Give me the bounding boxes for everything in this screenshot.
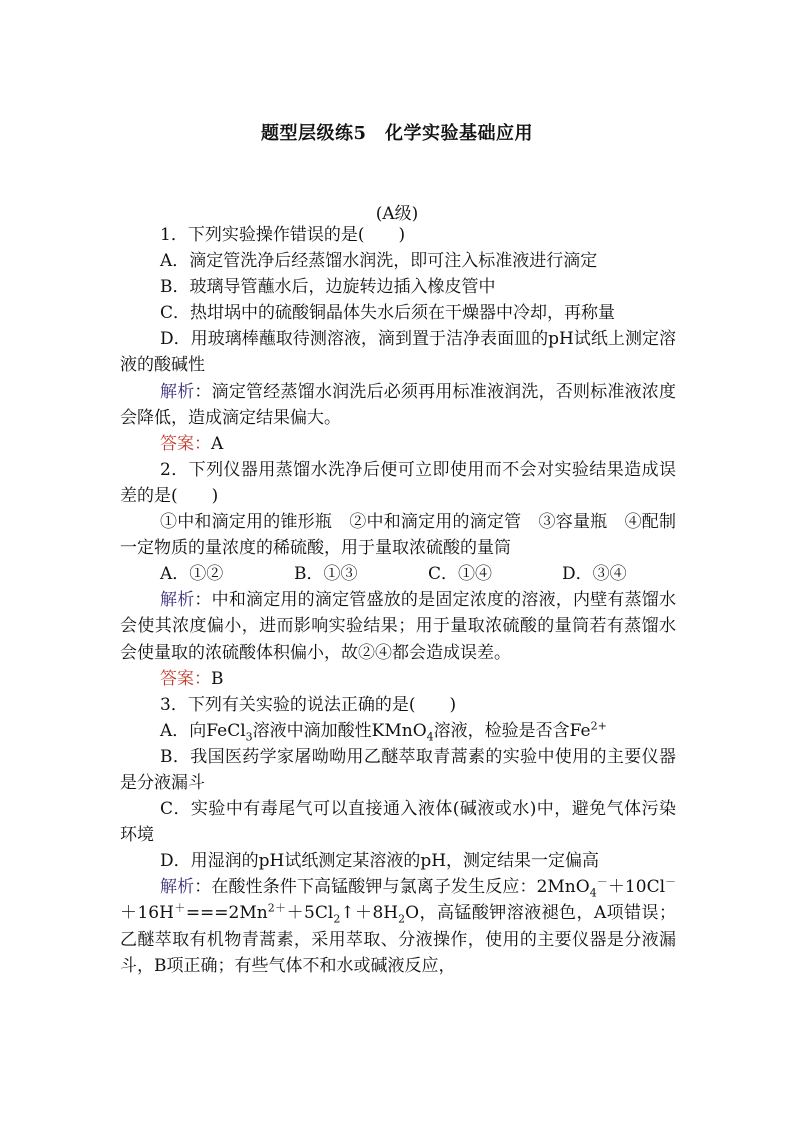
q1-stem: 1．下列实验操作错误的是( ) xyxy=(160,225,406,245)
answer-value: B xyxy=(211,668,224,689)
q1-option-b: B．玻璃导管蘸水后，边旋转边插入橡皮管中 xyxy=(160,277,496,298)
explanation-label: 解析 xyxy=(160,381,195,402)
explanation-label: 解析 xyxy=(160,877,195,898)
q3-a-part: 溶液中滴加酸性KMnO xyxy=(252,720,427,741)
formula-sub: 4 xyxy=(589,886,597,900)
q2-option-b: B．①③ xyxy=(294,564,358,585)
answer-label: 答案： xyxy=(160,668,211,689)
formula-part: ＋10Cl xyxy=(607,877,666,898)
q1-option-c: C．热坩埚中的硫酸铜晶体失水后须在干燥器中冷却，再称量 xyxy=(160,303,616,324)
q3-option-c: C．实验中有毒尾气可以直接通入液体(碱液或水)中，避免气体污染环境 xyxy=(120,799,676,846)
q3-a-sub: 3 xyxy=(245,730,253,744)
q2-option-d: D．③④ xyxy=(562,564,627,585)
formula-part: ＋16H xyxy=(120,903,174,924)
formula-sup: － xyxy=(596,875,608,889)
formula-sub: 2 xyxy=(333,912,341,926)
q1-answer xyxy=(120,431,676,457)
q3-option-d: D．用湿润的pH试纸测定某溶液的pH，测定结果一定偏高 xyxy=(160,851,600,872)
explanation-text: O，高锰酸钾溶液褪色，A项错误；乙醚萃取有机物青蒿素，采用萃取、分液操作，使用的主要仪器是分液漏斗，B项正确；有些气体不和水或碱液反应， xyxy=(120,903,677,976)
explanation-text: 中和滴定用的滴定管盛放的是固定浓度的溶液，内壁有蒸馏水会使其浓度偏小，进而影响实验结果；用于量取浓硫酸的量筒若有蒸馏水会使量取的浓硫酸体积偏小，故②④都会造成误差。 xyxy=(120,590,677,663)
answer-label: 答案： xyxy=(160,433,211,454)
q2-items: ①中和滴定用的锥形瓶 ②中和滴定用的滴定管 ③容量瓶 ④配制一定物质的量浓度的稀硫酸，用于量取浓硫酸的量筒 xyxy=(120,512,676,559)
q3-explanation: 解析：在酸性条件下高锰酸钾与氯离子发生反应：$2MnO_4^-+10Cl^-+16H^+===2Mn^{2+}+5Cl_2↑+8H_2O$，高锰酸钾溶液褪色，A项错误；乙醚萃取有机物青蒿素，采用萃取、分液操作，使用的主要仪器是分液漏斗，B项正确；有些气体不和水或碱液反应， xyxy=(120,875,677,976)
answer-value: A xyxy=(211,433,224,454)
q3-a-sub: 4 xyxy=(426,730,434,744)
formula-sub: 2 xyxy=(398,912,406,926)
q1-option-a: A．滴定管洗净后经蒸馏水润洗，即可注入标准液进行滴定 xyxy=(160,251,598,272)
q3-stem: 3．下列有关实验的说法正确的是( ) xyxy=(160,694,457,715)
formula-part: ↑＋8H xyxy=(340,903,399,924)
q2-answer xyxy=(120,666,676,692)
q2-option-c: C．①④ xyxy=(428,564,493,585)
q1-option-d: D．用玻璃棒蘸取待测溶液，滴到置于洁净表面皿的pH试纸上测定溶液的酸碱性 xyxy=(120,329,676,376)
question-content xyxy=(120,222,676,979)
formula-part: ===2Mn xyxy=(185,903,268,924)
formula-sup: 2＋ xyxy=(267,901,287,915)
q2-explanation: 解析：中和滴定用的滴定管盛放的是固定浓度的溶液，内壁有蒸馏水会使其浓度偏小，进而影响实验结果；用于量取浓硫酸的量筒若有蒸馏水会使量取的浓硫酸体积偏小，故②④都会造成误差。 xyxy=(120,590,677,663)
q3-option-b: B．我国医药学家屠呦呦用乙醚萃取青蒿素的实验中使用的主要仪器是分液漏斗 xyxy=(120,746,676,793)
q2-option-a: A．①② xyxy=(160,564,224,585)
formula-part: ＋5Cl xyxy=(286,903,334,924)
explanation-text: 滴定管经蒸馏水润洗后必须再用标准液润洗，否则标准液浓度会降低，造成滴定结果偏大。 xyxy=(120,381,677,428)
q2-stem: 2．下列仪器用蒸馏水洗净后便可立即使用而不会对实验结果造成误差的是( ) xyxy=(120,459,676,506)
formula-sup: ＋ xyxy=(173,901,186,915)
level-heading: (A级) xyxy=(375,204,419,224)
formula-part: 在酸性条件下高锰酸钾与氯离子发生反应：2MnO xyxy=(211,877,590,898)
explanation-label: 解析 xyxy=(160,590,195,611)
q3-a-sup: 2+ xyxy=(590,719,607,733)
q1-explanation: 解析：滴定管经蒸馏水润洗后必须再用标准液润洗，否则标准液浓度会降低，造成滴定结果偏大。 xyxy=(120,381,677,428)
q2-options xyxy=(120,561,676,587)
page-title: 题型层级练5 化学实验基础应用 xyxy=(260,123,534,144)
q3-a-part: 溶液，检验是否含Fe xyxy=(433,720,591,741)
formula-sup: － xyxy=(665,875,677,889)
q3-a-part: A．向FeCl xyxy=(160,720,246,741)
q3-option-a xyxy=(120,718,676,744)
